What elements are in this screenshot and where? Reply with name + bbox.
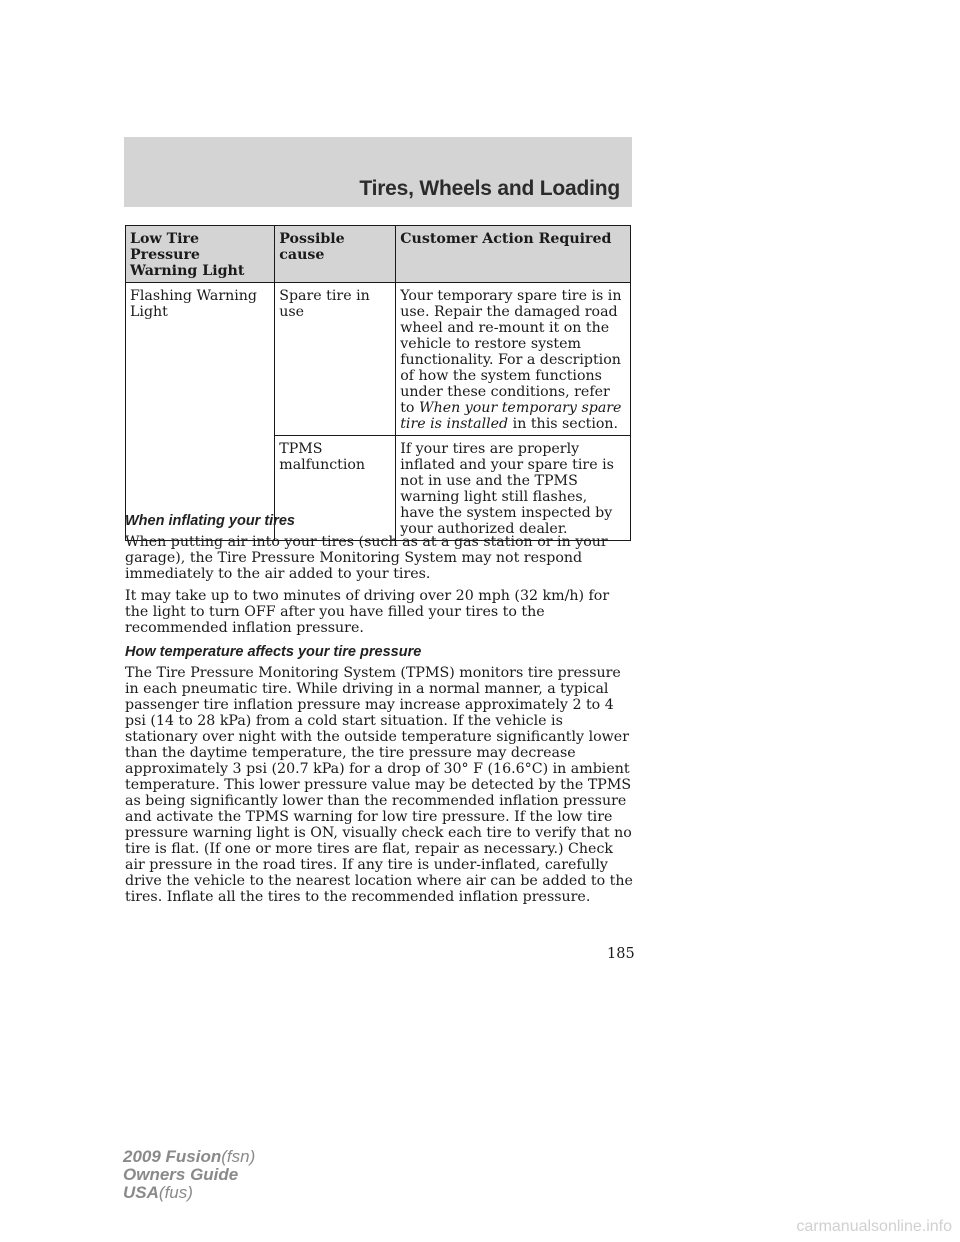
- column-header-customer-action: Customer Action Required: [396, 226, 631, 283]
- footer-model-code: (fsn): [221, 1147, 256, 1166]
- inflating-paragraph-2: It may take up to two minutes of driving over 20 mph (32 km/h) for the light to turn OFF after you have filled your tires to the recommended inflation pressure.: [125, 588, 610, 636]
- footer-market-code: (fus): [158, 1183, 193, 1202]
- footer-model: 2009 Fusion: [123, 1147, 222, 1166]
- footer-model-info: [123, 1148, 255, 1202]
- footer-line-model: [123, 1148, 255, 1166]
- body-content: [125, 513, 635, 911]
- action-cell-spare-tire: [396, 283, 631, 436]
- action-cell-tpms-malfunction: If your tires are properly inflated and your spare tire is not in use and the TPMS warning light still flashes, have the system inspected by your authorized dealer.: [396, 436, 631, 541]
- cause-cell-tpms-malfunction: TPMS malfunction: [275, 436, 396, 541]
- table-header-row: [126, 226, 631, 283]
- table-row: [126, 283, 631, 436]
- tpms-warning-table: [125, 225, 631, 541]
- footer-line-market: [123, 1184, 255, 1202]
- action-tail: in this section.: [508, 416, 619, 432]
- footer-market: USA: [123, 1183, 159, 1202]
- inflating-paragraph-1: When putting air into your tires (such as at a gas station or in your garage), the Tire Pressure Monitoring System may not respond immediately to the air added to your tires.: [125, 534, 608, 582]
- section-title: Tires, Wheels and Loading: [359, 177, 620, 200]
- column-header-possible-cause: Possible cause: [275, 226, 396, 283]
- watermark: carmanualsonline.info: [796, 1218, 952, 1235]
- footer-line-guide: [123, 1166, 255, 1184]
- footer-guide: Owners Guide: [123, 1165, 239, 1184]
- temperature-paragraph: The Tire Pressure Monitoring System (TPMS) monitors tire pressure in each pneumatic tire. While driving in a normal manner, a typical passenger tire inflation pressure may increase approximately 2 to 4 psi (14 to 28 kPa) from a cold start situation. If the vehicle is stationary over night with the outside temperature significantly lower than the daytime temperature, the tire pressure may decrease approximately 3 psi (20.7 kPa) for a drop of 30° F (16.6°C) in ambient temperature. This lower pressure value may be detected by the TPMS as being significantly lower than the recommended inflation pressure and activate the TPMS warning for low tire pressure. If the low tire pressure warning light is ON, visually check each tire to verify that no tire is flat. (If one or more tires are flat, repair as necessary.) Check air pressure in the road tires. If any tire is under-inflated, carefully drive the vehicle to the nearest location where air can be added to the tires. Inflate all the tires to the recommended inflation pressure.: [125, 665, 633, 905]
- cross-reference-link: When your temporary spare tire is installed: [400, 400, 622, 432]
- warning-light-cell: Flashing Warning Light: [126, 283, 275, 541]
- action-text: Your temporary spare tire is in use. Repair the damaged road wheel and re-mount it on the vehicle to restore system functionality. For a description of how the system functions under these conditions, refer to: [400, 288, 622, 416]
- inflating-heading: When inflating your tires: [125, 513, 295, 529]
- section-header-band: [124, 137, 632, 207]
- cause-cell-spare-tire: Spare tire in use: [275, 283, 396, 436]
- temperature-heading: How temperature affects your tire pressure: [125, 644, 422, 660]
- column-header-warning-light: Low Tire Pressure Warning Light: [126, 226, 275, 283]
- page-number: 185: [607, 946, 635, 962]
